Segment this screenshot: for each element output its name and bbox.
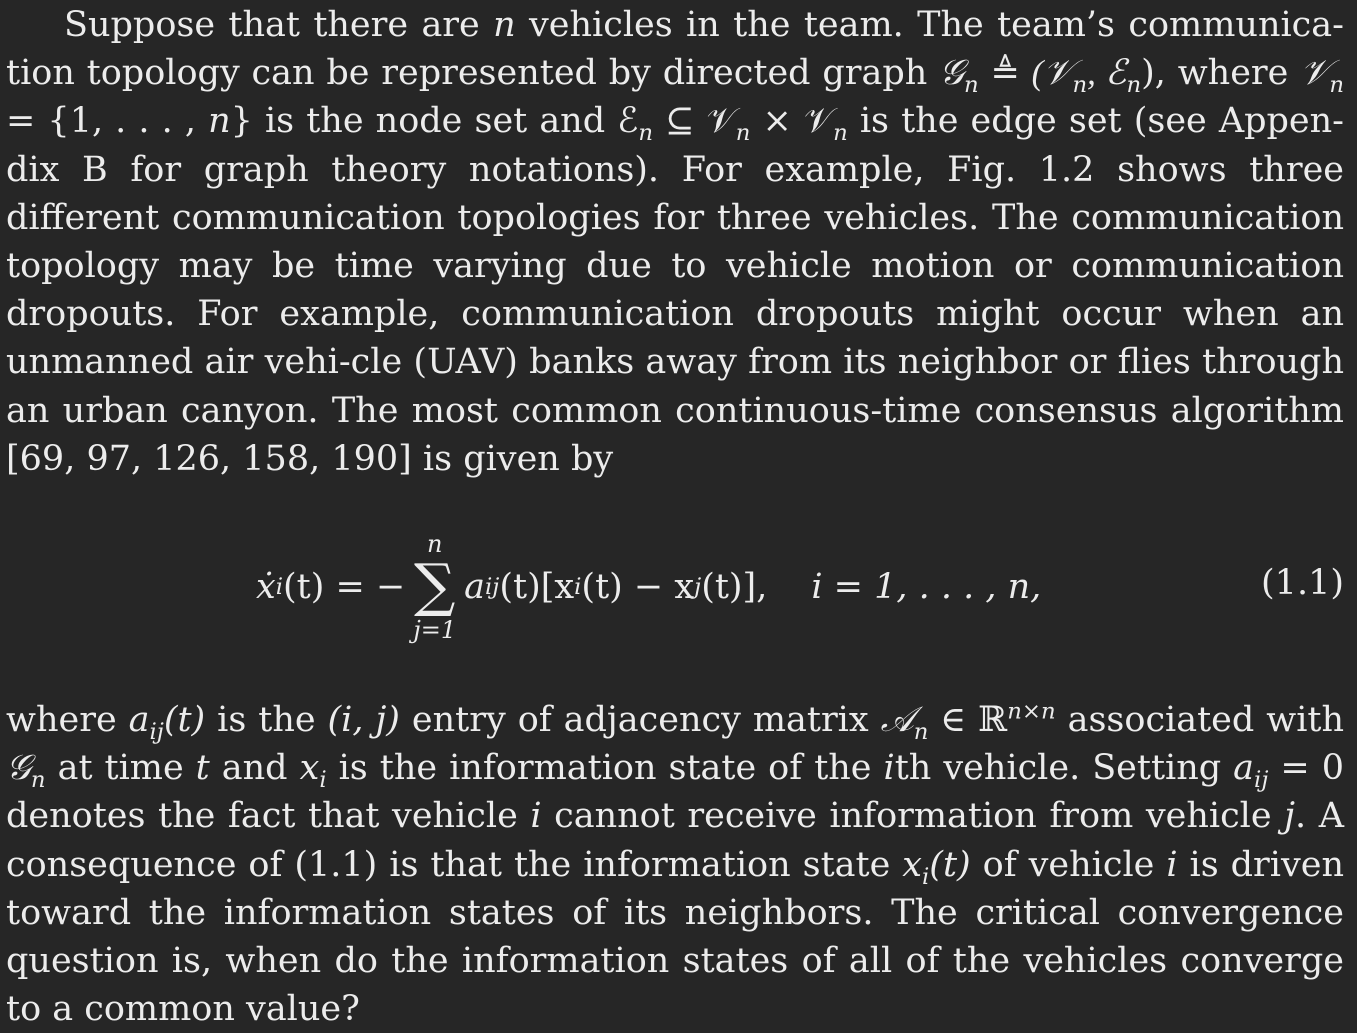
text: of vehicle: [970, 844, 1167, 885]
equation-body: ẋ i (t) = − n ∑ j=1 a ij (t)[x i (t) − x j (t)], i = 1, . . . , n,: [256, 530, 1042, 644]
math-var: a: [128, 700, 150, 741]
math-var: j: [1284, 796, 1296, 837]
text: is driven toward the information states of its neighbors. The critical convergence question is, when do the information states of all of the vehicles converge to a common value?: [6, 844, 1344, 1030]
math-matrix: 𝒜: [880, 700, 914, 740]
sum-lower-limit: j=1: [413, 615, 457, 644]
math-sub: ij: [1254, 767, 1269, 794]
math-set: , ℰ: [1087, 53, 1127, 93]
math-expr: (t) − x: [581, 567, 695, 608]
math-expr: (t): [163, 700, 206, 741]
math-set: (𝒱: [1031, 53, 1073, 93]
math-xdot: ẋ: [256, 567, 276, 608]
math-var: a: [464, 567, 486, 608]
math-sub: ij: [149, 719, 164, 746]
math-sup: n×n: [1007, 698, 1056, 725]
math-graph: 𝒢: [939, 53, 965, 93]
math-expr: (i, j): [327, 700, 400, 741]
math-var: a: [1233, 748, 1255, 789]
text: is the information state of the: [326, 748, 884, 789]
math-sub: n: [1072, 72, 1088, 99]
equation-1-1: [6, 483, 1344, 700]
text: at time: [45, 748, 196, 789]
summation: [413, 530, 457, 644]
text-body: [6, 0, 1344, 1033]
math-var: i: [1166, 844, 1178, 885]
sum-upper-limit: n: [426, 530, 443, 559]
math-var: t: [195, 748, 210, 789]
text: associated with: [1055, 700, 1345, 741]
math-sub: n: [638, 120, 654, 147]
math-sub: i: [319, 767, 327, 794]
text: and: [209, 748, 300, 789]
math-sub: n: [30, 767, 46, 794]
text: Suppose that there are: [64, 5, 494, 45]
text: . A consequence of (1.1) is that the information state: [6, 796, 1344, 885]
math-sub: i: [922, 863, 930, 890]
math-op: ⊆ 𝒱: [653, 101, 736, 142]
math-op: ≜: [978, 53, 1032, 94]
text: = 0 denotes the fact that vehicle: [6, 748, 1344, 837]
paragraph-intro: [6, 0, 1344, 483]
math-op: × 𝒱: [750, 101, 834, 142]
math-var: x: [902, 844, 923, 885]
math-var: i: [883, 748, 895, 789]
paragraph-explanation: [6, 696, 1344, 1033]
math-op: ∈ ℝ: [928, 700, 1008, 741]
equation-number: (1.1): [1261, 563, 1344, 604]
math-sub: n: [1126, 72, 1142, 99]
text: where: [6, 700, 129, 741]
math-var: n: [208, 101, 231, 142]
math-sub: n: [833, 120, 848, 147]
text: } is the node set and ℰ: [230, 101, 639, 142]
sigma-icon: ∑: [414, 551, 456, 620]
math-sub: n: [964, 72, 979, 99]
math-expr: (t)[x: [499, 567, 575, 608]
math-expr: (t)],: [701, 567, 768, 608]
text: is the edge set (see Appen-dix B for graph theory notations). For example, Fig. 1.2 shows three different communication topologies for three vehicles. The communication topology may be time varying due to vehicle motion or communication dropouts. For example, communication dropouts might occur when an unmanned air vehi-cle (UAV) banks away from its neighbor or flies through an urban canyon. The most common continuous-time consensus algorithm [69, 97, 126, 158, 190] is given by: [6, 101, 1345, 479]
math-set: 𝒱: [1300, 53, 1330, 93]
text: entry of adjacency matrix: [399, 700, 881, 741]
text: th vehicle. Setting: [894, 748, 1234, 789]
equation-condition: i = 1, . . . , n,: [811, 567, 1042, 608]
math-sub: n: [1329, 72, 1344, 99]
text: is the: [205, 700, 328, 741]
math-graph: 𝒢: [6, 748, 31, 788]
math-expr: (t) = −: [283, 567, 406, 608]
math-var: x: [299, 748, 320, 789]
text: cannot receive information from vehicle: [541, 796, 1285, 837]
math-sub: n: [913, 719, 929, 746]
math-sub: n: [735, 120, 751, 147]
text: vehicles in the team. The team’s communica-tion topology can be represented by directed graph: [6, 5, 1344, 94]
math-op: = {1, . . . ,: [6, 101, 209, 142]
math-var: i: [530, 796, 542, 837]
math-var: n: [493, 5, 516, 45]
text: ), where: [1141, 53, 1301, 94]
math-expr: (t): [929, 844, 971, 885]
